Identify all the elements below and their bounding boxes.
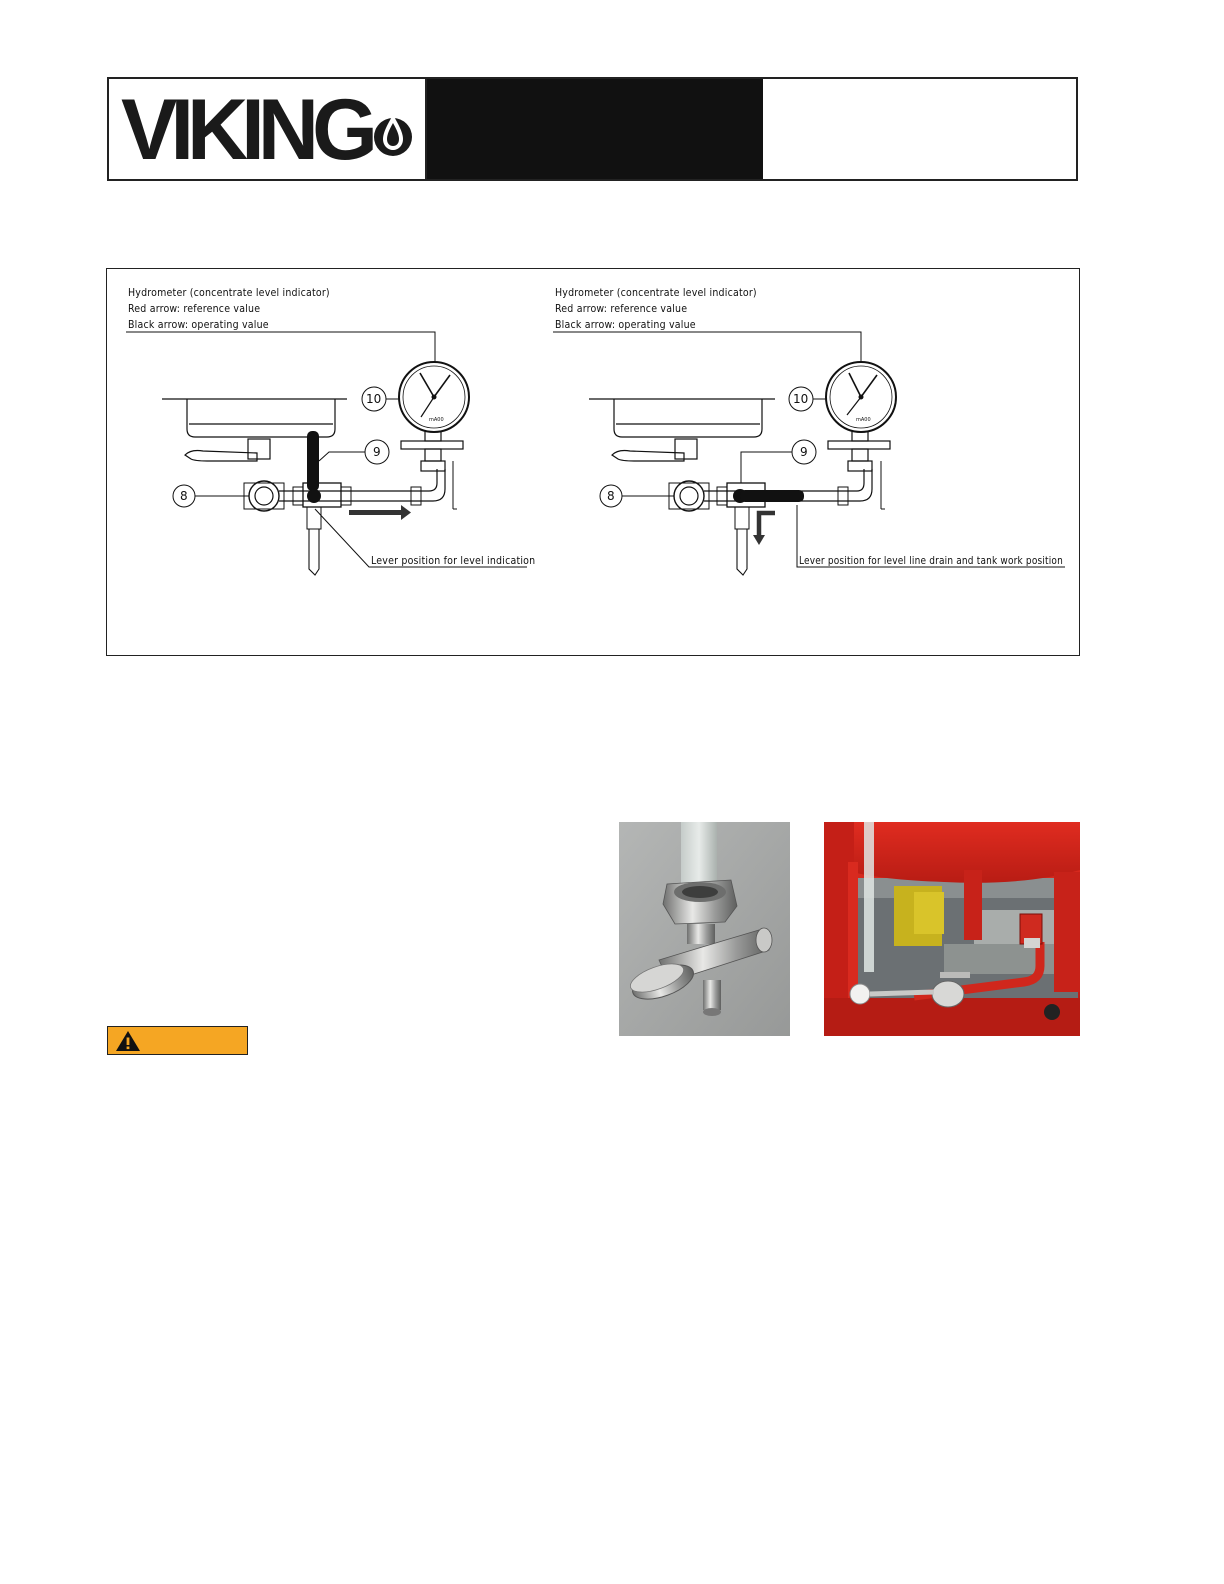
right-gauge-10 [826, 362, 896, 432]
right-caption-red-arrow: Red arrow: reference value [555, 303, 688, 315]
left-panel [126, 287, 535, 575]
right-lever-label: Lever position for level line drain and tank work position [799, 555, 1063, 567]
left-flow-arrow-icon [349, 505, 411, 520]
right-caption-title: Hydrometer (concentrate level indicator) [555, 287, 757, 299]
hydrometer-diagram [107, 269, 1081, 657]
left-lever-label: Lever position for level indication [371, 555, 536, 567]
left-lever-vertical [307, 431, 319, 491]
right-gauge-unit: mA00 [856, 417, 871, 423]
right-leader-hydrometer [553, 332, 861, 363]
document-header [107, 77, 1078, 181]
right-panel [553, 287, 1065, 575]
installed-tank-photo [824, 822, 1080, 1036]
warning-triangle-icon [115, 1030, 141, 1052]
left-leader-hydrometer [126, 332, 435, 363]
left-caption-title: Hydrometer (concentrate level indicator) [128, 287, 330, 299]
right-lever-horizontal [740, 490, 804, 502]
left-valve8-handle [185, 451, 257, 462]
left-caption-black-arrow: Black arrow: operating value [128, 319, 269, 331]
right-caption-black-arrow: Black arrow: operating value [555, 319, 696, 331]
viking-logo-mark [117, 89, 417, 169]
left-callout-9-label: 9 [373, 445, 381, 459]
right-callout-8-label: 8 [607, 489, 615, 503]
left-callout-8-label: 8 [180, 489, 188, 503]
right-valve-8 [674, 481, 704, 511]
header-info-box [763, 79, 1076, 179]
left-callout-10-label: 10 [366, 392, 382, 406]
left-gauge-unit: mA00 [429, 417, 444, 423]
hydrometer-figure [106, 268, 1080, 656]
warning-badge [107, 1026, 248, 1055]
valve-closeup-photo [619, 822, 790, 1036]
viking-logo [109, 79, 427, 179]
right-callout-9-label: 9 [800, 445, 808, 459]
right-callout-10-label: 10 [793, 392, 809, 406]
water-drop-icon [374, 115, 412, 156]
left-tank [162, 399, 347, 437]
left-caption-red-arrow: Red arrow: reference value [128, 303, 261, 315]
left-valve-9 [307, 489, 321, 503]
right-valve8-handle [612, 451, 684, 462]
brand-wordmark: VIKING [121, 89, 374, 169]
left-valve-8 [249, 481, 279, 511]
header-title-band [427, 79, 763, 179]
right-drain-arrow-icon [753, 513, 775, 545]
left-gauge-10 [399, 362, 469, 432]
right-tank [589, 399, 775, 437]
